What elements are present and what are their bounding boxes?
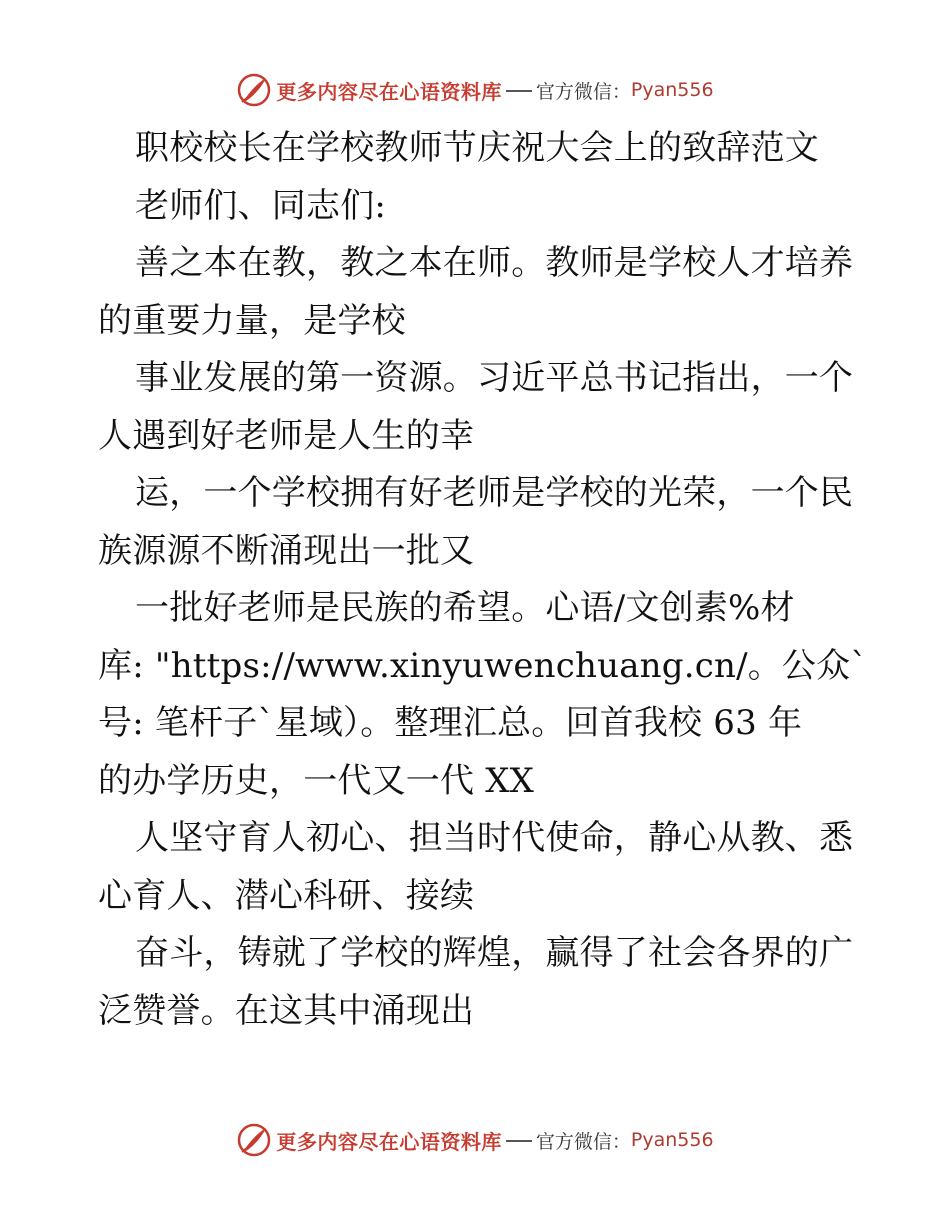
paragraph-line: 运，一个学校拥有好老师是学校的光荣，一个民 <box>135 473 854 513</box>
salutation: 老师们、同志们: <box>135 185 387 226</box>
paragraph-line: 善之本在教，教之本在师。教师是学校人才培养 <box>135 243 854 283</box>
paragraph-line: 事业发展的第一资源。习近平总书记指出，一个 <box>135 358 854 398</box>
quill-pen-logo-icon <box>236 72 272 108</box>
paragraph-line: 的办学历史，一代又一代 XX <box>98 760 535 801</box>
paragraph-line: 人坚守育人初心、担当时代使命，静心从教、悉 <box>135 818 854 858</box>
paragraph-line: 泛赞誉。在这其中涌现出 <box>98 990 475 1031</box>
paragraph-line: 的重要力量，是学校 <box>98 300 406 341</box>
wechat-label: 官方微信： <box>535 80 631 103</box>
brand-text: 更多内容尽在心语资料库 <box>276 79 502 104</box>
paragraph-line: 心育人、潜心科研、接续 <box>98 875 475 916</box>
separator-dash <box>506 90 532 92</box>
quill-pen-logo-icon <box>236 1122 272 1158</box>
separator-dash <box>506 1140 532 1142</box>
wechat-id: Pyan556 <box>630 1129 714 1151</box>
wechat-label: 官方微信： <box>535 1130 631 1153</box>
wechat-id: Pyan556 <box>630 79 714 101</box>
paragraph-line: 奋斗，铸就了学校的辉煌，赢得了社会各界的广 <box>135 933 854 973</box>
paragraph-line: 号: 笔杆子`星域）。整理汇总。回首我校 63 年 <box>98 703 803 743</box>
paragraph-line: 人遇到好老师是人生的幸 <box>98 415 475 456</box>
document-body <box>98 120 868 1040</box>
footer-watermark <box>0 1120 950 1160</box>
paragraph-line: 族源源不断涌现出一批又 <box>98 530 475 571</box>
document-title: 职校校长在学校教师节庆祝大会上的致辞范文 <box>135 128 819 168</box>
paragraph-line: 一批好老师是民族的希望。心语/文创素%材 <box>135 588 795 628</box>
header-watermark <box>0 70 950 110</box>
paragraph-line: 库: "https://www.xinyuwenchuang.cn/。公众` <box>98 645 868 686</box>
brand-text: 更多内容尽在心语资料库 <box>276 1129 502 1154</box>
